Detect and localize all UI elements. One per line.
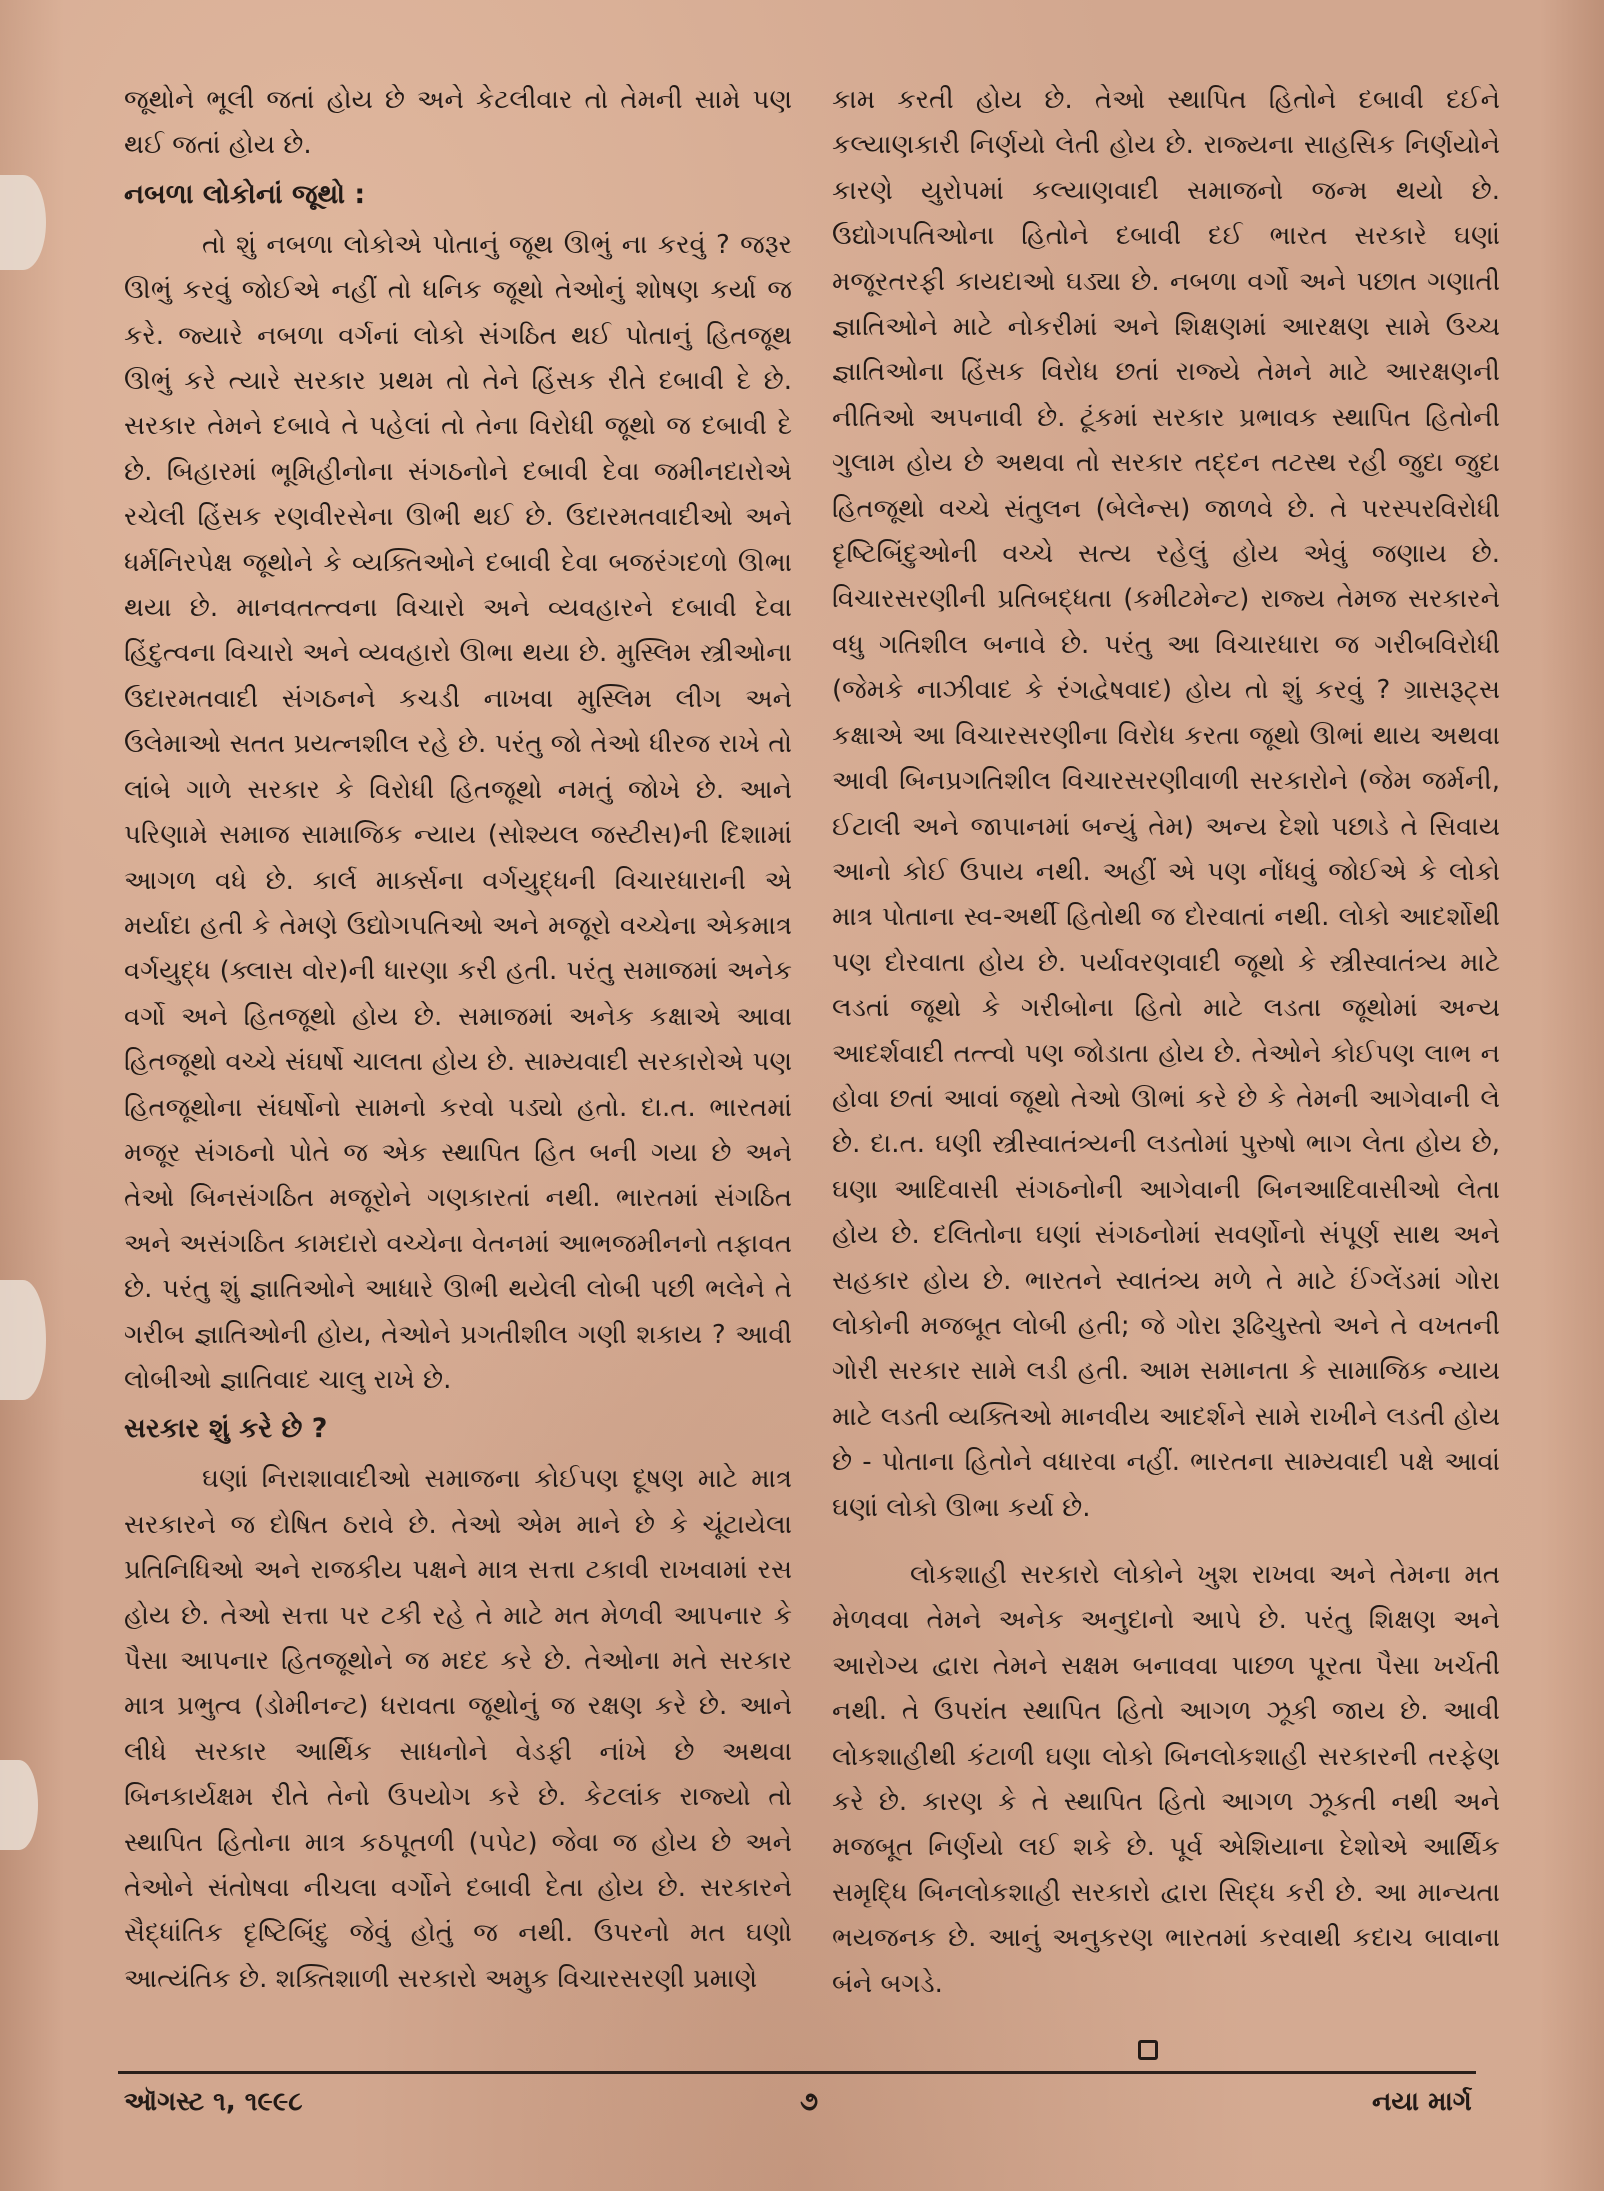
paragraph: જૂથોને ભૂલી જતાં હોય છે અને કેટલીવાર તો તેમની સામે પણ થઈ જતાં હોય છે. — [124, 85, 792, 161]
paragraph: ઘણાં નિરાશાવાદીઓ સમાજના કોઈપણ દૂષણ માટે માત્ર સરકારને જ દોષિત ઠરાવે છે. તેઓ એમ માને છે કે ચૂંટાયેલા પ્રતિનિધિઓ અને રાજકીય પક્ષને માત્ર સત્તા ટકાવી રાખવામાં રસ હોય છે. તેઓ સત્તા પર ટકી રહે તે માટે મત મેળવી આપનાર કે પૈસા આપનાર હિતજૂથોને જ મદદ કરે છે. તેઓના મતે સરકાર માત્ર પ્રભુત્વ (ડોમીનન્ટ) ધરાવતા જૂથોનું જ રક્ષણ કરે છે. આને લીધે સરકાર આર્થિક સાધનોને વેડફી નાંખે છે અથવા બિનકાર્યક્ષમ રીતે તેનો ઉપયોગ કરે છે. કેટલાંક રાજ્યો તો સ્થાપિત હિતોના માત્ર કઠપૂતળી (પપેટ) જેવા જ હોય છે અને તેઓને સંતોષવા નીચલા વર્ગોને દબાવી દેતા હોય છે. સરકારને સૈદ્ધાંતિક દૃષ્ટિબિંદુ જેવું હોતું જ નથી. ઉપરનો મત ઘણો આત્યંતિક છે. શક્તિશાળી સરકારો અમુક વિચારસરણી પ્રમાણે — [124, 1464, 792, 1994]
paragraph: તો શું નબળા લોકોએ પોતાનું જૂથ ઊભું ના કરવું ? જરૂર ઊભું કરવું જોઈએ નહીં તો ધનિક જૂથો તેઓનું શોષણ કર્યા જ કરે. જ્યારે નબળા વર્ગનાં લોકો સંગઠિત થઈ પોતાનું હિતજૂથ ઊભું કરે ત્યારે સરકાર પ્રથમ તો તેને હિંસક રીતે દબાવી દે છે. સરકાર તેમને દબાવે તે પહેલાં તો તેના વિરોધી જૂથો જ દબાવી દે છે. બિહારમાં ભૂમિહીનોના સંગઠનોને દબાવી દેવા જમીનદારોએ રચેલી હિંસક રણવીરસેના ઊભી થઈ છે. ઉદારમતવાદીઓ અને ધર્મનિરપેક્ષ જૂથોને કે વ્યક્તિઓને દબાવી દેવા બજરંગદળો ઊભા થયા છે. માનવતત્ત્વના વિચારો અને વ્યવહારને દબાવી દેવા હિંદુત્વના વિચારો અને વ્યવહારો ઊભા થયા છે. મુસ્લિમ સ્ત્રીઓના ઉદારમતવાદી સંગઠનને કચડી નાખવા મુસ્લિમ લીગ અને ઉલેમાઓ સતત પ્રયત્નશીલ રહે છે. પરંતુ જો તેઓ ધીરજ રાખે તો લાંબે ગાળે સરકાર કે વિરોધી હિતજૂથો નમતું જોખે છે. આને પરિણામે સમાજ સામાજિક ન્યાય (સોશ્યલ જસ્ટીસ)ની દિશામાં આગળ વધે છે. કાર્લ માર્ક્સના વર્ગયુદ્ધની વિચારધારાની એ મર્યાદા હતી કે તેમણે ઉદ્યોગપતિઓ અને મજૂરો વચ્ચેના એકમાત્ર વર્ગયુદ્ધ (ક્લાસ વોર)ની ધારણા કરી હતી. પરંતુ સમાજમાં અનેક વર્ગો અને હિતજૂથો હોય છે. સમાજમાં અનેક કક્ષાએ આવા હિતજૂથો વચ્ચે સંઘર્ષો ચાલતા હોય છે. સામ્યવાદી સરકારોએ પણ હિતજૂથોના સંઘર્ષોનો સામનો કરવો પડ્યો હતો. દા.ત. ભારતમાં મજૂર સંગઠનો પોતે જ એક સ્થાપિત હિત બની ગયા છે અને તેઓ બિનસંગઠિત મજૂરોને ગણકારતાં નથી. ભારતમાં સંગઠિત અને અસંગઠિત કામદારો વચ્ચેના વેતનમાં આભજમીનનો તફાવત છે. પરંતુ શું જ્ઞાતિઓને આધારે ઊભી થયેલી લોબી પછી ભલેને તે ગરીબ જ્ઞાતિઓની હોય, તેઓને પ્રગતીશીલ ગણી શકાય ? આવી લોબીઓ જ્ઞાતિવાદ ચાલુ રાખે છે. — [124, 229, 792, 1395]
right-column — [832, 78, 1500, 2007]
section-heading: સરકાર શું કરે છે ? — [124, 1413, 328, 1445]
publication-name: નયા માર્ગ — [1372, 2087, 1472, 2117]
left-column — [124, 78, 792, 2002]
paragraph: કામ કરતી હોય છે. તેઓ સ્થાપિત હિતોને દબાવી દઈને કલ્યાણકારી નિર્ણયો લેતી હોય છે. રાજ્યના સાહસિક નિર્ણયોને કારણે યુરોપમાં કલ્યાણવાદી સમાજનો જન્મ થયો છે. ઉદ્યોગપતિઓના હિતોને દબાવી દઈ ભારત સરકારે ઘણાં મજૂરતરફી કાયદાઓ ઘડ્યા છે. નબળા વર્ગો અને પછાત ગણાતી જ્ઞાતિઓને માટે નોકરીમાં અને શિક્ષણમાં આરક્ષણ સામે ઉચ્ચ જ્ઞાતિઓના હિંસક વિરોધ છતાં રાજ્યે તેમને માટે આરક્ષણની નીતિઓ અપનાવી છે. ટૂંકમાં સરકાર પ્રભાવક સ્થાપિત હિતોની ગુલામ હોય છે અથવા તો સરકાર તદ્દન તટસ્થ રહી જુદા જુદા હિતજૂથો વચ્ચે સંતુલન (બેલેન્સ) જાળવે છે. તે પરસ્પરવિરોધી દૃષ્ટિબિંદુઓની વચ્ચે સત્ય રહેલું હોય એવું જણાય છે. વિચારસરણીની પ્રતિબદ્ધતા (કમીટમેન્ટ) રાજ્ય તેમજ સરકારને વધુ ગતિશીલ બનાવે છે. પરંતુ આ વિચારધારા જ ગરીબવિરોધી (જેમકે નાઝીવાદ કે રંગદ્વેષવાદ) હોય તો શું કરવું ? ગ્રાસરૂટ્સ કક્ષાએ આ વિચારસરણીના વિરોધ કરતા જૂથો ઊભાં થાય અથવા આવી બિનપ્રગતિશીલ વિચારસરણીવાળી સરકારોને (જેમ જર્મની, ઈટાલી અને જાપાનમાં બન્યું તેમ) અન્ય દેશો પછાડે તે સિવાય આનો કોઈ ઉપાય નથી. અહીં એ પણ નોંધવું જોઈએ કે લોકો માત્ર પોતાના સ્વ-અર્થી હિતોથી જ દોરવાતાં નથી. લોકો આદર્શોથી પણ દોરવાતા હોય છે. પર્યાવરણવાદી જૂથો કે સ્ત્રીસ્વાતંત્ર્ય માટે લડતાં જૂથો કે ગરીબોના હિતો માટે લડતા જૂથોમાં અન્ય આદર્શવાદી તત્ત્વો પણ જોડાતા હોય છે. તેઓને કોઈપણ લાભ ન હોવા છતાં આવાં જૂથો તેઓ ઊભાં કરે છે કે તેમની આગેવાની લે છે. દા.ત. ઘણી સ્ત્રીસ્વાતંત્ર્યની લડતોમાં પુરુષો ભાગ લેતા હોય છે, ઘણા આદિવાસી સંગઠનોની આગેવાની બિનઆદિવાસીઓ લેતા હોય છે. દલિતોના ઘણાં સંગઠનોમાં સવર્ણોનો સંપૂર્ણ સાથ અને સહકાર હોય છે. ભારતને સ્વાતંત્ર્ય મળે તે માટે ઈંગ્લેંડમાં ગોરા લોકોની મજબૂત લોબી હતી; જે ગોરા રૂઢિચુસ્તો અને તે વખતની ગોરી સરકાર સામે લડી હતી. આમ સમાનતા કે સામાજિક ન્યાય માટે લડતી વ્યક્તિઓ માનવીય આદર્શને સામે રાખીને લડતી હોય છે - પોતાના હિતોને વધારવા નહીં. ભારતના સામ્યવાદી પક્ષે આવાં ઘણાં લોકો ઊભા કર્યા છે. — [832, 85, 1500, 1523]
footer-date: ઑગસ્ટ ૧, ૧૯૯૮ — [124, 2087, 303, 2117]
paragraph: લોકશાહી સરકારો લોકોને ખુશ રાખવા અને તેમના મત મેળવવા તેમને અનેક અનુદાનો આપે છે. પરંતુ શિક્ષણ અને આરોગ્ય દ્વારા તેમને સક્ષમ બનાવવા પાછળ પૂરતા પૈસા ખર્ચતી નથી. તે ઉપરાંત સ્થાપિત હિતો આગળ ઝૂકી જાય છે. આવી લોકશાહીથી કંટાળી ઘણા લોકો બિનલોકશાહી સરકારની તરફેણ કરે છે. કારણ કે તે સ્થાપિત હિતો આગળ ઝૂકતી નથી અને મજબૂત નિર્ણયો લઈ શકે છે. પૂર્વ એશિયાના દેશોએ આર્થિક સમૃદ્ધિ બિનલોકશાહી સરકારો દ્વારા સિદ્ધ કરી છે. આ માન્યતા ભયજનક છે. આનું અનુકરણ ભારતમાં કરવાથી કદાચ બાવાના બંને બગડે. — [832, 1560, 1500, 1999]
paper-tear — [0, 175, 46, 270]
page-number: ૭ — [800, 2087, 819, 2117]
paper-tear — [0, 1760, 38, 1850]
paper-tear — [0, 1280, 46, 1400]
end-of-article-square-icon — [1138, 2040, 1158, 2060]
paragraph-gap — [832, 1531, 1500, 1553]
section-heading: નબળા લોકોનાં જૂથો : — [124, 178, 366, 210]
footer-divider — [118, 2071, 1476, 2074]
